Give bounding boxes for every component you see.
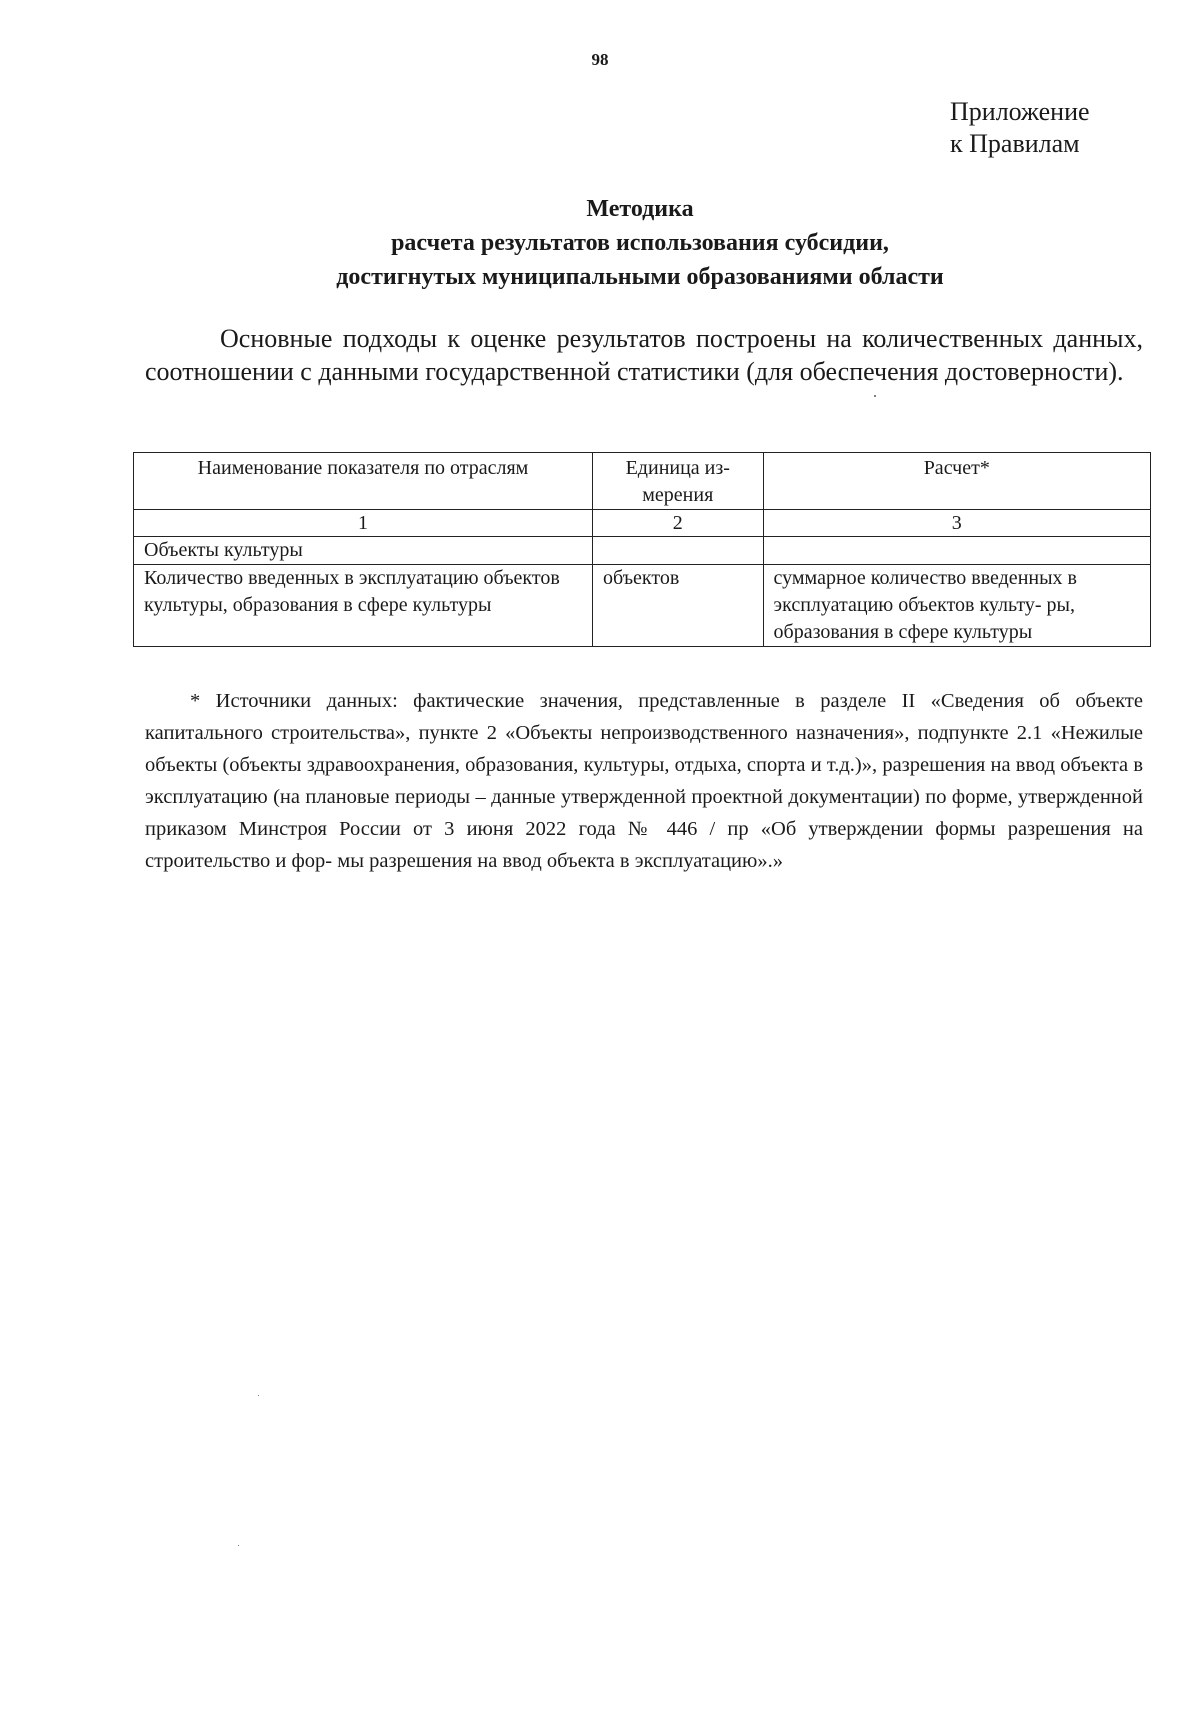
unit-cell: объектов — [593, 565, 764, 647]
column-number-1: 1 — [134, 510, 593, 537]
indicator-cell: Количество введенных в эксплуатацию объектов культуры, образования в сфере культуры — [134, 565, 593, 647]
scan-speck — [874, 395, 876, 397]
header-indicator: Наименование показателя по отраслям — [134, 453, 593, 510]
title-line-1: Методика — [586, 196, 694, 222]
column-number-2: 2 — [593, 510, 764, 537]
table-row — [134, 565, 1151, 647]
column-number-row — [134, 510, 1151, 537]
header-calculation: Расчет* — [763, 453, 1150, 510]
table-header-row — [134, 453, 1151, 510]
document-title — [150, 192, 1130, 294]
scan-speck — [258, 1395, 259, 1396]
header-unit: Единица из- мерения — [593, 453, 764, 510]
section-empty-cell — [593, 537, 764, 565]
appendix-line-2: к Правилам — [950, 129, 1080, 158]
methodology-table — [133, 452, 1151, 647]
appendix-line-1: Приложение — [950, 97, 1090, 126]
appendix-label — [950, 96, 1090, 160]
page-number: 98 — [591, 50, 609, 69]
column-number-3: 3 — [763, 510, 1150, 537]
section-empty-cell — [763, 537, 1150, 565]
scan-speck — [238, 1545, 239, 1546]
intro-paragraph: Основные подходы к оценке результатов построены на количественных данных, соотношении с данными государственной статистики (для обеспечения достоверности). — [145, 324, 1143, 386]
calculation-cell: суммарное количество введенных в эксплуатацию объектов культу- ры, образования в сфере культуры — [763, 565, 1150, 647]
section-row — [134, 537, 1151, 565]
title-line-3: достигнутых муниципальными образованиями области — [336, 264, 944, 290]
footnote: * Источники данных: фактические значения, представленные в разделе II «Сведения об объекте капитального строительства», пункте 2 «Объекты непроизводственного назначения», подпункте 2.1 «Нежилые объекты (объекты здравоохранения, образования, культуры, отдыха, спорта и т.д.)», разрешения на ввод объекта в эксплуатацию (на плановые периоды – данные утвержденной проектной документации) по форме, утвержденной приказом Минстроя России от 3 июня 2022 года № 446 / пр «Об утверждении формы разрешения на строительство и фор- мы разрешения на ввод объекта в эксплуатацию».» — [145, 690, 1143, 872]
section-label: Объекты культуры — [134, 537, 593, 565]
title-line-2: расчета результатов использования субсидии, — [391, 230, 889, 256]
